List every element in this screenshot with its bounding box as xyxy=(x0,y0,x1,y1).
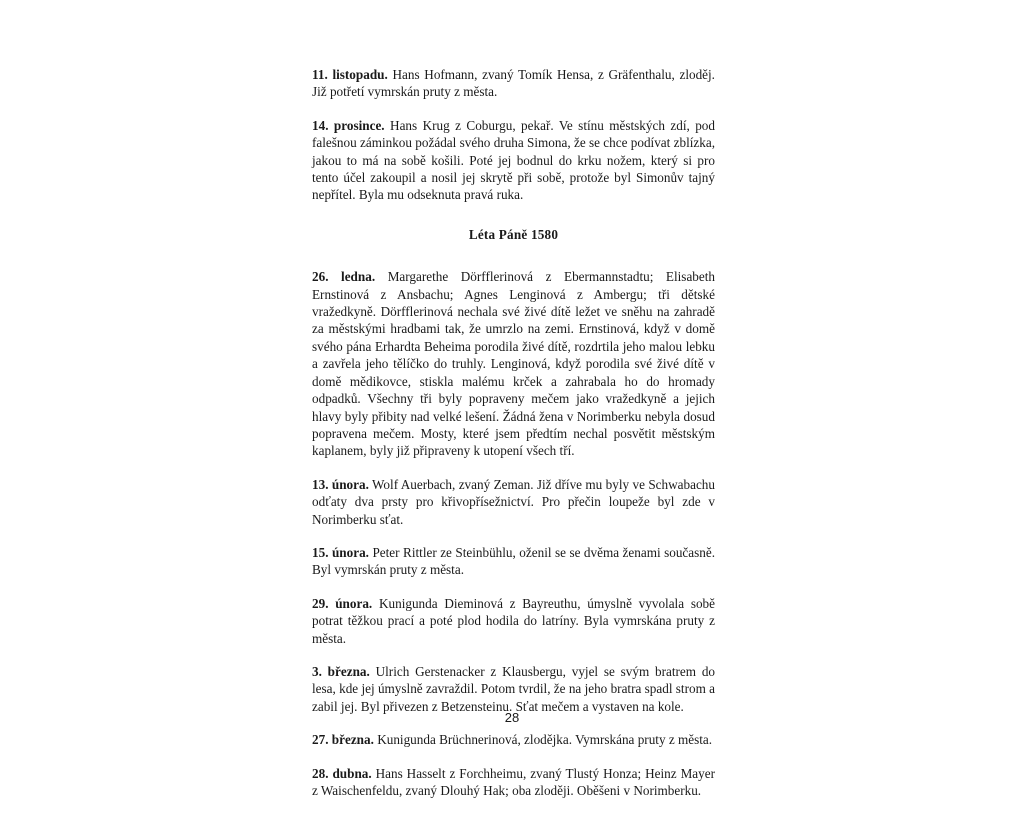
entry xyxy=(312,117,715,204)
entry-date: 14. prosince. xyxy=(312,117,385,133)
entry xyxy=(312,765,715,800)
entry-date: 28. dubna. xyxy=(312,765,372,781)
year-heading: Léta Páně 1580 xyxy=(468,226,559,242)
entry xyxy=(312,544,715,579)
entry-date: 29. února. xyxy=(312,595,373,611)
page-number: 28 xyxy=(504,710,520,725)
entry-date: 13. února. xyxy=(312,476,369,492)
entry-text: Margarethe Dörfflerinová z Ebermannstadtu; Elisabeth Ernstinová z Ansbachu; Agnes Lenginová z Ambergu; tři dětské vražedkyně. Dörfflerinová nechala své živé dítě ležet ve sněhu na zahradě za městskými hradbami tak, že umrzlo na zemi. Ernstinová, když v domě svého pána Erhardta Beheima porodila živé dítě, rozdrtila jeho malou lebku a zavřela jeho tělíčko do truhly. Lenginová, když porodila své živé dítě v domě mědikovce, stiskla malému krček a zahrabala ho do hromady odpadků. Všechny tři byly popraveny mečem jako vražedkyně a jejich hlavy byly přibity nad velké lešení. Žádná žena v Norimberku nebyla dosud popravena mečem. Mosty, které jsem předtím nechal posvětit městským kaplanem, byly již připraveny k utopení všech tří. xyxy=(312,269,715,459)
entry-date: 11. listopadu. xyxy=(312,67,388,82)
entry-date: 3. března. xyxy=(312,663,370,679)
entry xyxy=(312,268,715,459)
entry xyxy=(312,595,715,647)
entry xyxy=(312,731,715,748)
entry-date: 26. ledna. xyxy=(312,269,376,285)
entry-text: Hans Hofmann, zvaný Tomík Hensa, z Gräfenthalu, zloděj. Již potřetí vymrskán pruty z města. xyxy=(312,67,715,100)
entry-date: 15. února. xyxy=(312,544,369,560)
entry xyxy=(312,663,715,715)
entry-text: Hans Hasselt z Forchheimu, zvaný Tlustý Honza; Heinz Mayer z Waischenfeldu, zvaný Dlouhý Hak; oba zloději. Oběšeni v Norimberku. xyxy=(312,765,715,798)
entry-text: Kunigunda Brüchnerinová, zlodějka. Vymrskána pruty z města. xyxy=(377,732,713,748)
entry-text: Ulrich Gerstenacker z Klausbergu, vyjel se svým bratrem do lesa, kde jej úmyslně zavraždil. Potom tvrdil, že na jeho bratra spadl strom a zabil jej. Byl přivezen z Betzensteinu. Sťat mečem a vystaven na kole. xyxy=(312,663,716,714)
entry xyxy=(312,476,715,528)
entry-text: Wolf Auerbach, zvaný Zeman. Již dříve mu byly ve Schwabachu odťaty dva prsty pro křivopřísežnictví. Pro přečin loupeže byl zde v Norimberku sťat. xyxy=(312,476,715,527)
chronicle-text-block xyxy=(312,66,715,815)
entry-text: Kunigunda Dieminová z Bayreuthu, úmyslně vyvolala sobě potrat těžkou prací a poté plod hodila do latríny. Byla vymrskána pruty z města. xyxy=(312,595,715,646)
entry xyxy=(312,66,715,101)
entry-text: Hans Krug z Coburgu, pekař. Ve stínu městských zdí, pod falešnou záminkou požádal svého druha Simona, že se chce podívat zblízka, jakou to má na sobě košili. Poté jej bodnul do krku nožem, který si pro tento účel zakoupil a nosil jej skrytě při sobě, protože byl Simonův tajný nepřítel. Byla mu odseknuta pravá ruka. xyxy=(312,117,715,203)
entry-date: 27. března. xyxy=(312,732,374,748)
entry-text: Peter Rittler ze Steinbühlu, oženil se se dvěma ženami současně. Byl vymrskán pruty z města. xyxy=(312,544,716,578)
